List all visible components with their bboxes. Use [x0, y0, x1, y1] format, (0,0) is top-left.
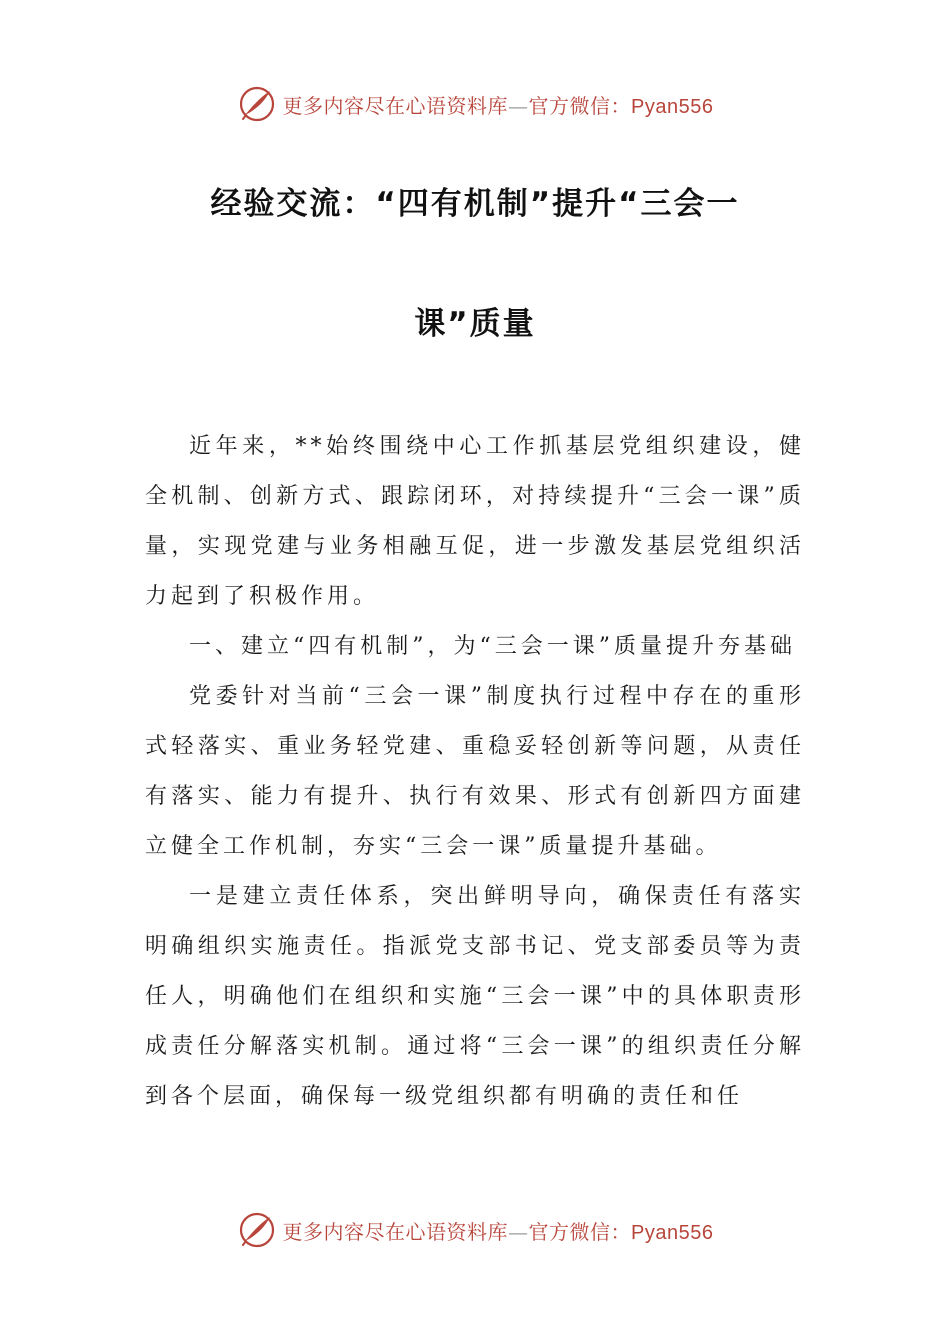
banner-slogan: 更多内容尽在心语资料库	[282, 1219, 509, 1244]
paragraph-point-1: 一是建立责任体系，突出鲜明导向，确保责任有落实明确组织实施责任。指派党支部书记、党支部委员等为责任人，明确他们在组织和实施“三会一课”中的具体职责形成责任分解落实机制。通过将“三会一课”的组织责任分解到各个层面，确保每一级党组织都有明确的责任和任	[145, 884, 805, 1109]
banner-wechat-id: Pyan556	[631, 95, 714, 118]
paragraph-intro: 近年来，**始终围绕中心工作抓基层党组织建设，健全机制、创新方式、跟踪闭环，对持续提升“三会一课”质量，实现党建与业务相融互促，进一步激发基层党组织活力起到了积极作用。	[145, 434, 805, 609]
banner-text	[283, 1216, 714, 1245]
document-title-line-1: 经验交流：“四有机制”提升“三会一	[210, 186, 740, 222]
footer-banner	[0, 1208, 950, 1252]
section-heading-1: 一、建立“四有机制”，为“三会一课”质量提升夯基础	[189, 634, 796, 659]
document-title-line-2: 课”质量	[414, 306, 536, 342]
document-body	[145, 422, 805, 1122]
header-banner	[0, 82, 950, 126]
banner-wechat-label: 官方微信：	[528, 93, 632, 118]
banner-separator: —	[508, 93, 529, 118]
paragraph-section-1: 党委针对当前“三会一课”制度执行过程中存在的重形式轻落实、重业务轻党建、重稳妥轻创新等问题，从责任有落实、能力有提升、执行有效果、形式有创新四方面建立健全工作机制，夯实“三会一课”质量提升基础。	[145, 684, 805, 859]
quill-pen-logo-icon	[237, 1210, 277, 1250]
banner-slogan: 更多内容尽在心语资料库	[282, 93, 509, 118]
banner-text	[283, 90, 714, 119]
banner-separator: —	[508, 1219, 529, 1244]
banner-wechat-id: Pyan556	[631, 1221, 714, 1244]
banner-wechat-label: 官方微信：	[528, 1219, 632, 1244]
quill-pen-logo-icon	[237, 84, 277, 124]
